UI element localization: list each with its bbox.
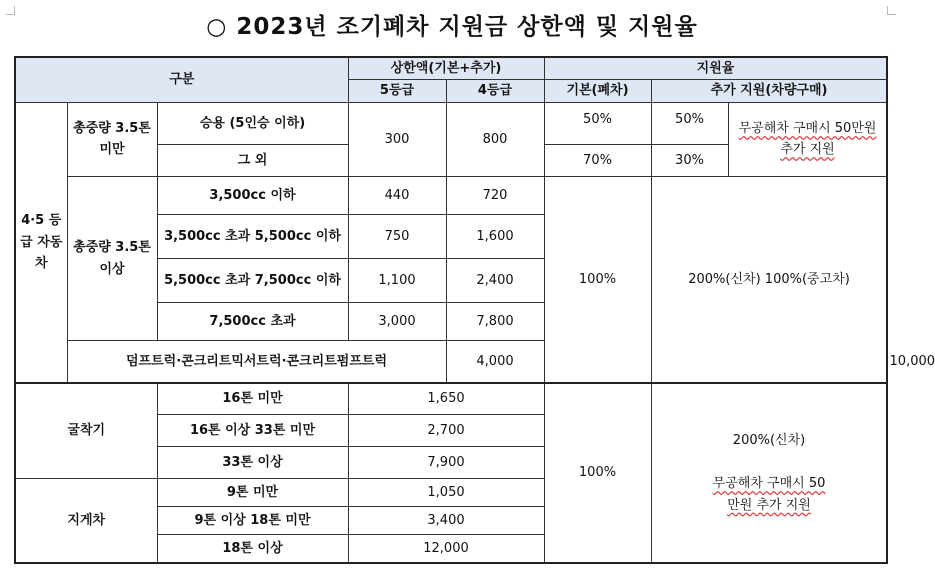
row-other: 그 외: [157, 144, 348, 176]
header-support-rate: 지원율: [544, 57, 887, 80]
other-extra-rate: 30%: [651, 144, 728, 176]
category-over35: 총중량 3.5톤 이상: [67, 176, 157, 340]
cc-3-grade5-value: 1,100: [348, 259, 446, 303]
dump-grade5-value: 4,000: [446, 341, 544, 383]
over35-basic-rate: 100%: [544, 176, 651, 382]
header-category: 구분: [15, 57, 348, 102]
forklift-3-value: 12,000: [348, 535, 544, 563]
passenger-extra-rate: 50%: [651, 102, 728, 144]
excavator-2-value: 2,700: [348, 415, 544, 447]
cc-4-grade4-value: 7,800: [446, 303, 544, 341]
passenger-basic-rate: 50%: [544, 102, 651, 144]
construction-extra-note: 무공해차 구매시 50만원 추가 지원: [712, 476, 826, 513]
row-forklift-1: 9톤 미만: [157, 479, 348, 507]
construction-extra: [651, 383, 887, 563]
construction-basic-rate: 100%: [544, 383, 651, 563]
cc-2-grade5-value: 750: [348, 215, 446, 259]
header-grade5: 5등급: [348, 80, 446, 102]
row-excavator-1: 16톤 미만: [157, 383, 348, 415]
header-extra: 추가 지원(차량구매): [651, 80, 887, 102]
row-forklift-3: 18톤 이상: [157, 535, 348, 563]
row-excavator-2: 16톤 이상 33톤 미만: [157, 415, 348, 447]
subsidy-table: 구분 상한액(기본+추가) 지원율 5등급 4등급 기본(폐차) 추가 지원(차량구매) 4·5 등급 자동차 총중량 3.5톤 미만 승용 (5인승 이하) 300 800 50% 50% 무공해차 구매시 50만원 추가 지원 그 외 70% 30% 총중량 3.5톤 이상 3,500cc 이하 440 720 100% 200%(신차) 100%(중고차) 3,500cc 초과 5,500cc 이하 750 1,600 5,500cc 초과 7,500cc 이하 1,100 2,400 7,500cc 초과 3,000 7,800 덤프트럭·콘크리트믹서트럭·콘크리트펌프트럭 4,000 10,000 굴착기 16톤 미만 1,650 100% 200%(신차) 무공해차 구매시 50만원 추가 지원 16톤 이상 33톤 미만 2,700 33톤 이상 7,900 지게차 9톤 미만 1,050 9톤 이상 18톤 미만 3,400 18톤 이상 12,000: [14, 56, 888, 564]
header-grade4: 4등급: [446, 80, 544, 102]
cc-2-grade4-value: 1,600: [446, 215, 544, 259]
extra-note-text: 무공해차 구매시 50만원 추가 지원: [738, 121, 877, 158]
under35-grade4-value: 800: [446, 102, 544, 176]
over35-extra-rate: 200%(신차) 100%(중고차): [651, 176, 887, 382]
cc-3-grade4-value: 2,400: [446, 259, 544, 303]
category-forklift: 지게차: [15, 479, 157, 563]
row-excavator-3: 33톤 이상: [157, 447, 348, 479]
under35-extra-note: [728, 102, 887, 176]
document-title: ○ 2023년 조기폐차 지원금 상한액 및 지원율: [206, 14, 698, 40]
cc-1-grade5-value: 440: [348, 176, 446, 214]
row-cc-4: 7,500cc 초과: [157, 303, 348, 341]
other-basic-rate: 70%: [544, 144, 651, 176]
category-4to5-grade: 4·5 등급 자동차: [15, 102, 67, 382]
excavator-1-value: 1,650: [348, 383, 544, 415]
cc-4-grade5-value: 3,000: [348, 303, 446, 341]
category-excavator: 굴착기: [15, 383, 157, 479]
row-cc-3: 5,500cc 초과 7,500cc 이하: [157, 259, 348, 303]
header-upper-limit: 상한액(기본+추가): [348, 57, 544, 80]
forklift-2-value: 3,400: [348, 507, 544, 535]
row-cc-2: 3,500cc 초과 5,500cc 이하: [157, 215, 348, 259]
header-basic: 기본(폐차): [544, 80, 651, 102]
row-forklift-2: 9톤 이상 18톤 미만: [157, 507, 348, 535]
category-under35: 총중량 3.5톤 미만: [67, 102, 157, 176]
forklift-1-value: 1,050: [348, 479, 544, 507]
row-dump-truck: 덤프트럭·콘크리트믹서트럭·콘크리트펌프트럭: [67, 341, 446, 383]
construction-extra-new: 200%(신차): [732, 432, 806, 448]
excavator-3-value: 7,900: [348, 447, 544, 479]
under35-grade5-value: 300: [348, 102, 446, 176]
cc-1-grade4-value: 720: [446, 176, 544, 214]
row-cc-1: 3,500cc 이하: [157, 176, 348, 214]
row-passenger: 승용 (5인승 이하): [157, 102, 348, 144]
